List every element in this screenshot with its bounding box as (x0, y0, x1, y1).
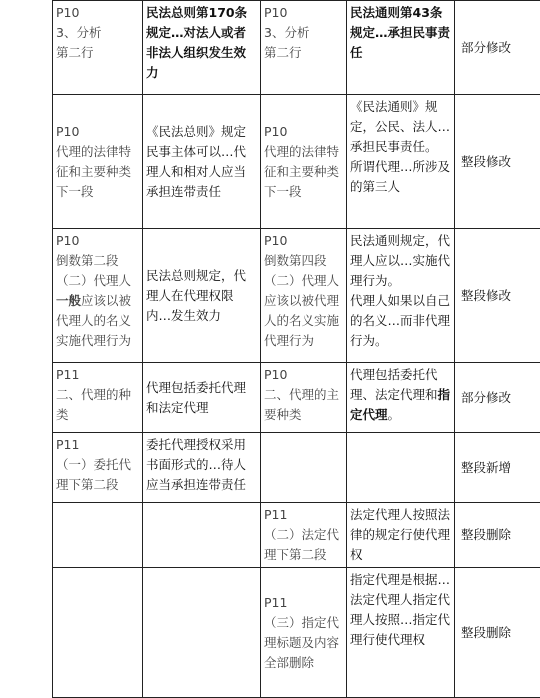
section-ref: 倒数第二段（二）代理人 (56, 253, 132, 288)
orig-location-cell (261, 503, 347, 568)
change-status: 整段修改 (461, 153, 512, 169)
old-law-cell (347, 503, 455, 568)
new-law-text: 《民法总则》规定民事主体可以…代理人和相对人应当承担连带责任 (146, 123, 247, 199)
old-law-text-end: 。 (387, 407, 401, 422)
new-law-cell (143, 95, 261, 229)
new-law-text: 民法总则第170条规定…对法人或者非法人组织发生效力 (146, 5, 248, 80)
new-law-cell (143, 1, 261, 95)
new-law-text: 委托代理授权采用书面形式的…待人应当承担连带责任 (146, 437, 247, 492)
old-law-text-continued: 代理人如果以自己的名义…而非代理行为。 (350, 293, 451, 348)
page-ref: P11 (56, 367, 80, 382)
page-ref: P11 (264, 594, 288, 610)
old-law-text: 代理包括委托代理、法定代理和 (350, 367, 438, 402)
old-law-text: 民法通则规定，代理人应以…实施代理行为。 (350, 233, 451, 288)
emphasis-text: 一般 (56, 293, 82, 308)
change-status: 整段删除 (461, 527, 512, 542)
table-row (53, 433, 540, 503)
new-law-text: 民法总则规定，代理人在代理权限内…发生效力 (146, 267, 247, 323)
table-row (53, 568, 540, 698)
orig-location-cell (261, 95, 347, 229)
orig-location-cell (261, 1, 347, 95)
old-law-cell (347, 1, 455, 95)
line-ref: 第二行 (56, 45, 94, 60)
orig-location-cell (261, 433, 347, 503)
old-law-text-continued: 所谓代理…所涉及的第三人 (350, 159, 451, 194)
change-status-cell (455, 568, 540, 698)
old-location-cell (53, 95, 143, 229)
old-law-cell (347, 363, 455, 433)
page-ref: P10 (56, 5, 80, 20)
section-ref: 代理的法律特征和主要种类下一段 (56, 143, 132, 199)
page-ref: P10 (56, 123, 80, 139)
emphasis-text: 指定代理 (350, 387, 451, 422)
change-status-cell (455, 1, 540, 95)
page-ref: P10 (264, 367, 288, 382)
table-row (53, 95, 540, 229)
section-ref: 二、代理的主要种类 (264, 387, 340, 422)
table-row (53, 1, 540, 95)
section-ref-tail: 应该以被代理人的名义实施代理行为 (56, 293, 132, 348)
new-law-cell (143, 568, 261, 698)
old-location-cell (53, 433, 143, 503)
old-law-cell (347, 229, 455, 363)
old-location-cell (53, 503, 143, 568)
old-law-text: 指定代理是根据…法定代理人指定代理人按照…指定代理行使代理权 (350, 572, 451, 647)
orig-location-cell (261, 363, 347, 433)
change-status-cell (455, 503, 540, 568)
change-status-cell (455, 363, 540, 433)
table-row (53, 503, 540, 568)
old-location-cell (53, 568, 143, 698)
change-status-cell (455, 229, 540, 363)
old-location-cell (53, 363, 143, 433)
change-status: 部分修改 (461, 389, 512, 405)
old-law-text: 民法通则第43条规定…承担民事责任 (350, 5, 451, 60)
page-ref: P11 (56, 437, 80, 452)
comparison-table (52, 0, 540, 698)
page-ref: P10 (264, 123, 288, 139)
table-row (53, 363, 540, 433)
orig-location-cell (261, 568, 347, 698)
section-ref: 代理的法律特征和主要种类下一段 (264, 143, 340, 199)
old-law-text: 法定代理人按照法律的规定行使代理权 (350, 507, 451, 562)
change-status: 整段新增 (461, 459, 512, 475)
line-ref: 第二行 (264, 45, 302, 60)
new-law-text: 代理包括委托代理和法定代理 (146, 379, 247, 415)
page-ref: P10 (264, 5, 288, 20)
new-law-cell (143, 363, 261, 433)
section-ref: 二、代理的种类 (56, 387, 132, 422)
change-status: 整段删除 (461, 624, 512, 640)
section-ref: （一）委托代理下第二段 (56, 457, 132, 492)
change-status: 部分修改 (461, 39, 512, 55)
old-law-cell (347, 433, 455, 503)
page-ref: P10 (264, 233, 288, 248)
section-ref: （三）指定代理标题及内容全部删除 (264, 614, 340, 670)
section-ref: 3、分析 (264, 25, 310, 40)
section-ref: （二）法定代理下第二段 (264, 527, 340, 562)
old-law-cell (347, 95, 455, 229)
page-ref: P11 (264, 507, 288, 522)
new-law-cell (143, 503, 261, 568)
new-law-cell (143, 229, 261, 363)
table-row (53, 229, 540, 363)
page-ref: P10 (56, 233, 80, 248)
old-law-text: 《民法通则》规定，公民、法人…承担民事责任。 (350, 99, 451, 154)
section-ref: 3、分析 (56, 25, 102, 40)
old-law-cell (347, 568, 455, 698)
old-location-cell (53, 1, 143, 95)
new-law-cell (143, 433, 261, 503)
change-status-cell (455, 95, 540, 229)
change-status-cell (455, 433, 540, 503)
change-status: 整段修改 (461, 287, 512, 303)
old-location-cell (53, 229, 143, 363)
section-ref: 倒数第四段（二）代理人应该以被代理人的名义实施代理行为 (264, 253, 340, 348)
orig-location-cell (261, 229, 347, 363)
